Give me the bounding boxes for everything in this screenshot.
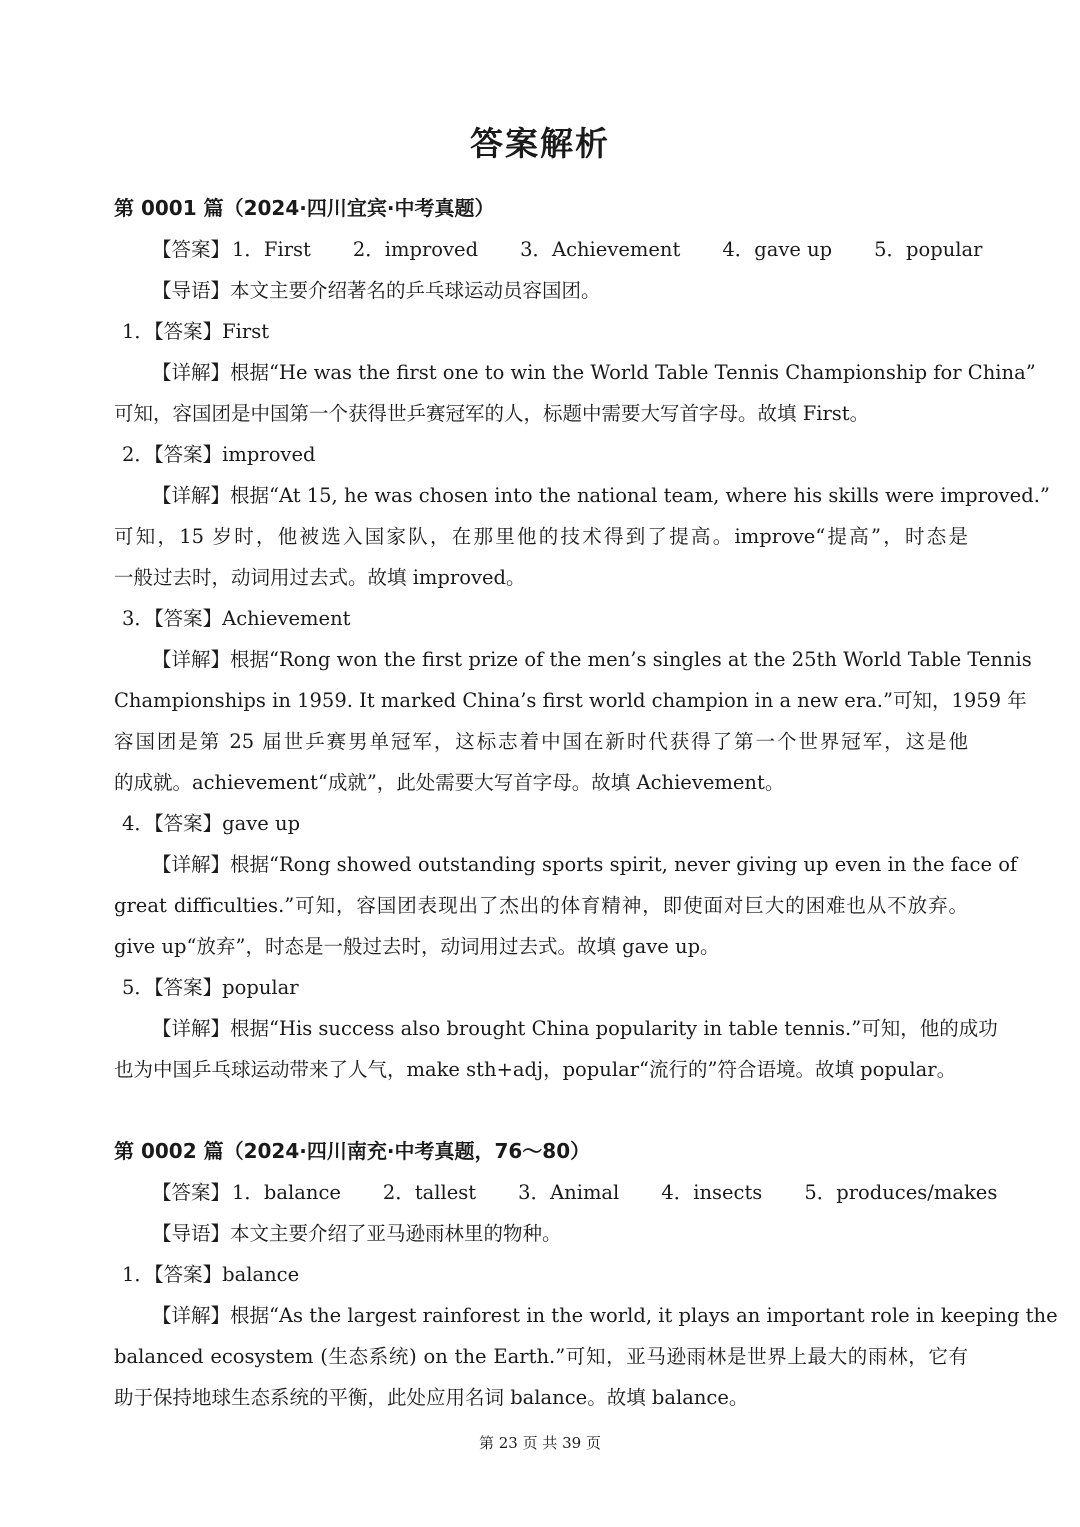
question-answer: 2．【答案】improved [122,443,316,466]
question-answer: 1．【答案】balance [122,1263,300,1286]
explanation-line: 【详解】根据“Rong won the first prize of the men’s singles at the 25th World Table Tennis [152,648,1032,671]
explanation-line: 助于保持地球生态系统的平衡，此处应用名词 balance。故填 balance。 [114,1386,749,1409]
intro-label: 【导语】 [152,279,231,302]
page-footer: 第 23 页 共 39 页 [478,1434,601,1452]
answer-item: 2．improved [352,238,479,261]
explanation-line: Championships in 1959. It marked China’s first world champion in a new era.”可知，1959 年 [114,689,1027,712]
question-answer: 3．【答案】Achievement [122,607,351,630]
intro-line [114,1213,968,1254]
explanation-line: 【详解】根据“His success also brought China popularity in table tennis.”可知，他的成功 [152,1017,998,1040]
question-answer: 1．【答案】First [122,320,270,343]
explanation-line: 【详解】根据“He was the first one to win the World Table Tennis Championship for China” [152,361,1036,384]
explanation-line: 一般过去时，动词用过去式。故填 improved。 [114,566,526,589]
answer-label: 【答案】 [152,238,231,261]
explanation-line: 【详解】根据“At 15, he was chosen into the national team, where his skills were improved.” [152,484,1050,507]
explanation-line: balanced ecosystem (生态系统) on the Earth.”可知，亚马逊雨林是世界上最大的雨林，它有 [114,1345,968,1368]
explanation-line: 也为中国乒乓球运动带来了人气，make sth+adj，popular“流行的”符合语境。故填 popular。 [114,1058,957,1081]
question-answer: 5．【答案】popular [122,976,299,999]
explanation-line: 可知，15 岁时，他被选入国家队，在那里他的技术得到了提高。improve“提高”，时态是 [114,525,968,548]
explanation-line: great difficulties.”可知，容国团表现出了杰出的体育精神，即使面对巨大的困难也从不放弃。 [114,894,968,917]
explanation-line: give up“放弃”，时态是一般过去时，动词用过去式。故填 gave up。 [114,935,720,958]
explanation-line: 可知，容国团是中国第一个获得世乒赛冠军的人，标题中需要大写首字母。故填 First。 [114,402,870,425]
answer-item: 3．Achievement [520,238,681,261]
page-title: 答案解析 [470,124,610,163]
section-heading: 第 0001 篇（2024·四川宜宾·中考真题） [114,196,495,220]
answer-item: 2．tallest [382,1181,477,1204]
explanation-line: 【详解】根据“Rong showed outstanding sports spirit, never giving up even in the face of [152,853,1018,876]
intro-line [114,270,968,311]
document-body [114,188,1058,1418]
intro-text: 本文主要介绍了亚马逊雨林里的物种。 [230,1222,562,1245]
answer-item: 1．First [232,238,311,261]
section-spacer [114,1090,968,1131]
answer-item: 5．produces/makes [804,1181,998,1204]
answer-item: 1．balance [232,1181,341,1204]
intro-text: 本文主要介绍著名的乒乓球运动员容国团。 [230,279,601,302]
question-answer: 4．【答案】gave up [122,812,301,835]
answer-summary [114,229,983,270]
explanation-line: 容国团是第 25 届世乒赛男单冠军，这标志着中国在新时代获得了第一个世界冠军，这是他 [114,730,968,753]
answer-item: 3．Animal [518,1181,620,1204]
answer-item: 4．gave up [722,238,833,261]
answer-item: 5．popular [874,238,983,261]
answer-label: 【答案】 [152,1181,231,1204]
explanation-line: 的成就。achievement“成就”，此处需要大写首字母。故填 Achievement。 [114,771,785,794]
answer-summary [114,1172,998,1213]
answer-item: 4．insects [661,1181,763,1204]
section-heading: 第 0002 篇（2024·四川南充·中考真题，76～80） [114,1139,591,1163]
explanation-line: 【详解】根据“As the largest rainforest in the world, it plays an important role in keeping the [152,1304,1058,1327]
intro-label: 【导语】 [152,1222,231,1245]
